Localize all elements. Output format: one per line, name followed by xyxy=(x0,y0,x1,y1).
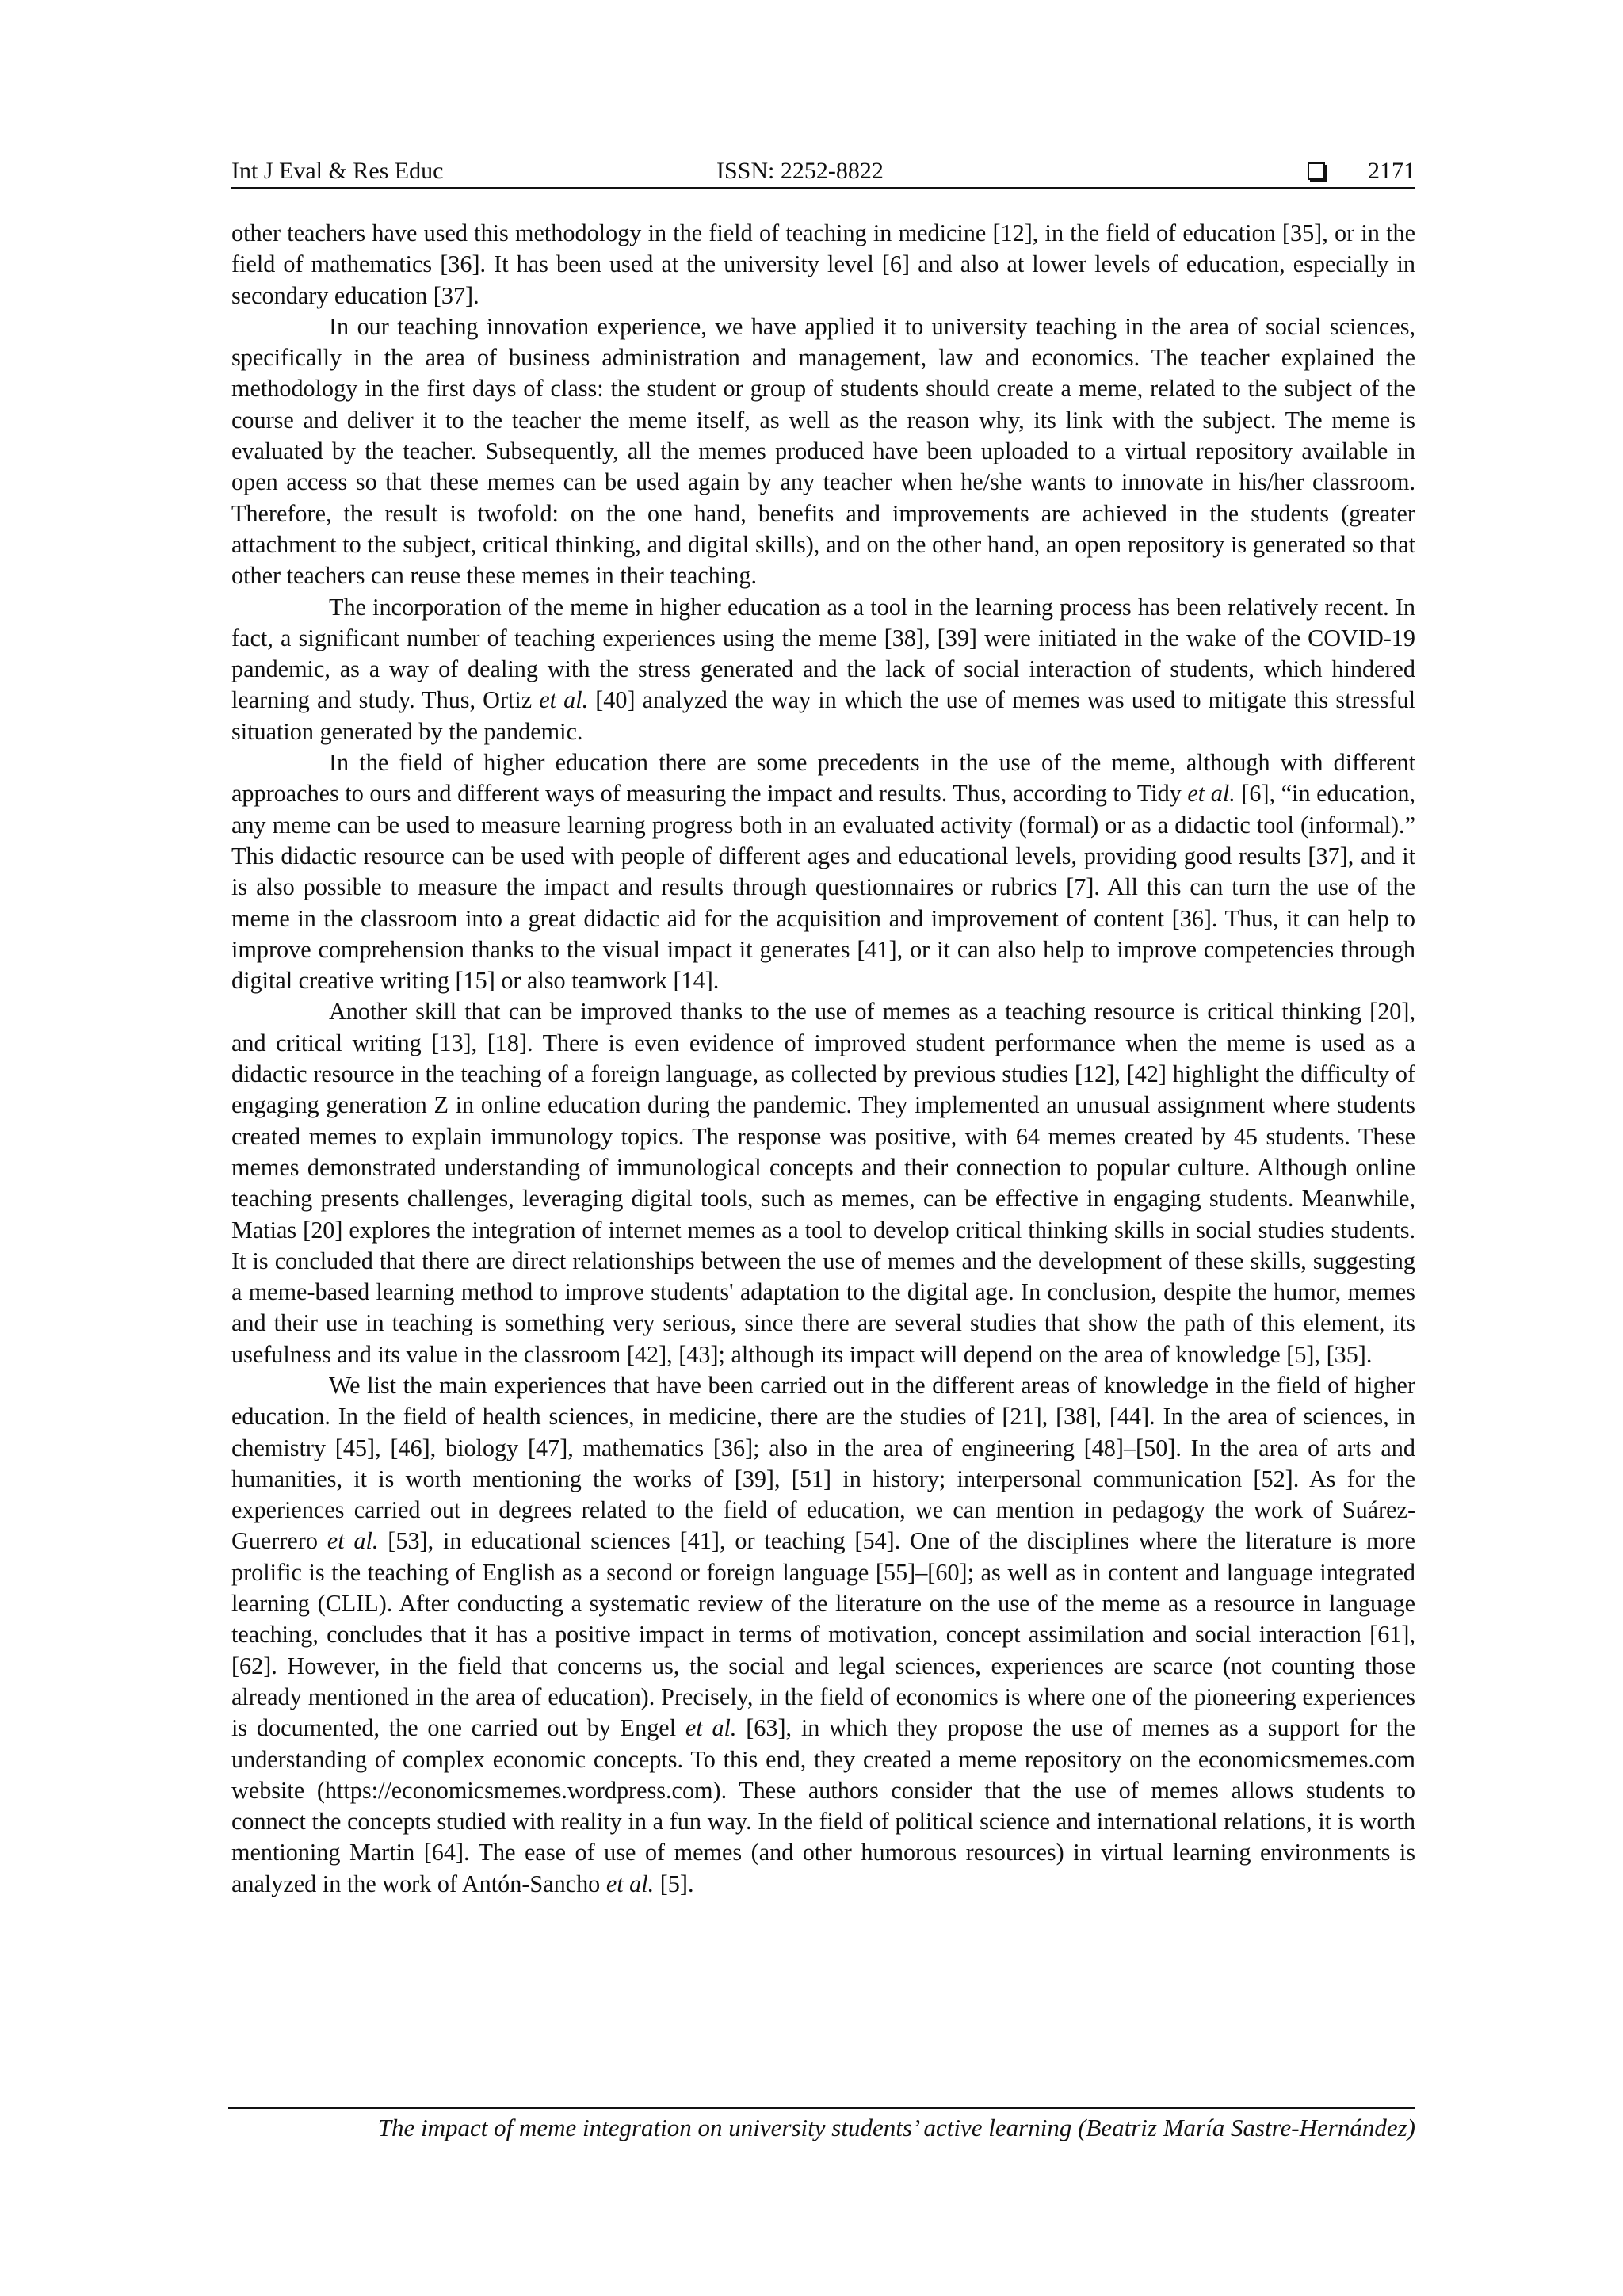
paragraph-text: The incorporation of the meme in higher education as a tool in the learning process has been relatively recent. In fact, a significant number of teaching experiences using the meme [38], [39] were initiated in the wake of the COVID-19 pandemic, as a way of dealing with the stress generated and the lack of social interaction of students, which hindered learning and study. Thus, Ortiz xyxy=(231,593,1415,714)
italic-text: et al. xyxy=(539,686,589,714)
paragraph-text: [63], in which they propose the use of memes as a support for the understanding of complex economic concepts. To this end, they created a meme repository on the economicsmemes.com website (https://economicsmemes.wordpress.com). These authors consider that the use of memes allows students to connect the concepts studied with reality in a fun way. In the field of political science and international relations, it is worth mentioning Martin [64]. The ease of use of memes (and other humorous resources) in virtual learning environments is analyzed in the work of Antón-Sancho xyxy=(231,1714,1415,1897)
issn-number: ISSN: 2252-8822 xyxy=(716,158,884,184)
body-paragraph xyxy=(231,311,1415,592)
page-header xyxy=(231,155,1415,187)
paragraph-text: Another skill that can be improved thanks to the use of memes as a teaching resource is critical thinking [20], and critical writing [13], [18]. There is even evidence of improved student performance when the meme is used as a didactic resource in the teaching of a foreign language, as collected by previous studies [12], [42] highlight the difficulty of engaging generation Z in online education during the pandemic. They implemented an unusual assignment where students created memes to explain immunology topics. The response was positive, with 64 memes created by 45 students. These memes demonstrated understanding of immunological concepts and their connection to popular culture. Although online teaching presents challenges, leveraging digital tools, such as memes, can be effective in engaging students. Meanwhile, Matias [20] explores the integration of internet memes as a tool to develop critical thinking skills in social studies students. It is concluded that there are direct relationships between the use of memes and the development of these skills, suggesting a meme-based learning method to improve students' adaptation to the digital age. In conclusion, despite the humor, memes and their use in teaching is something very serious, since there are several studies that show the path of this element, its usefulness and its value in the classroom [42], [43]; although its impact will depend on the area of knowledge [5], [35]. xyxy=(231,998,1415,1368)
page-number: 2171 xyxy=(1368,158,1415,184)
square-box-icon xyxy=(1308,162,1325,180)
italic-text: et al. xyxy=(1187,780,1235,808)
body-paragraph xyxy=(231,996,1415,1370)
footer-divider xyxy=(228,2107,1415,2109)
body-paragraph xyxy=(231,218,1415,311)
body-paragraph xyxy=(231,592,1415,747)
paragraph-text: In our teaching innovation experience, we have applied it to university teaching in the area of social sciences, specifically in the area of business administration and management, law and economics. The teacher explained the methodology in the first days of class: the student or group of students should create a meme, related to the subject of the course and deliver it to the teacher the meme itself, as well as the reason why, its link with the subject. The meme is evaluated by the teacher. Subsequently, all the memes produced have been uploaded to a virtual repository available in open access so that these memes can be used again by any teacher when he/she wants to innovate in his/her classroom. Therefore, the result is twofold: on the one hand, benefits and improvements are achieved in the students (greater attachment to the subject, critical thinking, and digital skills), and on the other hand, an open repository is generated so that other teachers can reuse these memes in their teaching. xyxy=(231,312,1415,590)
paragraph-text: other teachers have used this methodology in the field of teaching in medicine [12], in the field of education [35], or in the field of mathematics [36]. It has been used at the university level [6] and also at lower levels of education, especially in secondary education [37]. xyxy=(231,220,1415,309)
body-paragraph xyxy=(231,1370,1415,1900)
paragraph-text: In the field of higher education there are some precedents in the use of the meme, although with different approaches to ours and different ways of measuring the impact and results. Thus, according to Tidy xyxy=(231,749,1415,808)
italic-text: et al. xyxy=(327,1527,379,1555)
body-paragraph xyxy=(231,747,1415,996)
paragraph-text: [5]. xyxy=(654,1870,694,1897)
paragraph-text: [53], in educational sciences [41], or teaching [54]. One of the disciplines where the literature is more prolific is the teaching of English as a second or foreign language [55]–[60]; as well as in content and language integrated learning (CLIL). After conducting a systematic review of the literature on the use of the meme as a resource in language teaching, concludes that it has a positive impact in terms of motivation, concept assimilation and social interaction [61], [62]. However, in the field that concerns us, the social and legal sciences, experiences are scarce (not counting those already mentioned in the area of education). Precisely, in the field of economics is where one of the pioneering experiences is documented, the one carried out by Engel xyxy=(231,1527,1415,1742)
italic-text: et al. xyxy=(605,1870,655,1897)
paragraph-text: [40] analyzed the way in which the use of memes was used to mitigate this stressful situation generated by the pandemic. xyxy=(231,686,1415,745)
page-number-group xyxy=(1308,155,1415,187)
journal-name: Int J Eval & Res Educ xyxy=(231,158,444,184)
running-footer: The impact of meme integration on university students’ active learning (Beatriz María Sastre-Hernández) xyxy=(377,2114,1415,2141)
body-text xyxy=(231,218,1415,1900)
paragraph-text: We list the main experiences that have been carried out in the different areas of knowledge in the field of higher education. In the field of health sciences, in medicine, there are the studies of [21], [38], [44]. In the area of sciences, in chemistry [45], [46], biology [47], mathematics [36]; also in the area of engineering [48]–[50]. In the area of arts and humanities, it is worth mentioning the works of [39], [51] in history; interpersonal communication [52]. As for the experiences carried out in degrees related to the field of education, we can mention in pedagogy the work of Suárez-Guerrero xyxy=(231,1371,1415,1555)
italic-text: et al. xyxy=(685,1714,737,1742)
header-divider xyxy=(231,187,1415,189)
paragraph-text: [6], “in education, any meme can be used to measure learning progress both in an evaluated activity (formal) or as a didactic tool (informal).” This didactic resource can be used with people of different ages and educational levels, providing good results [37], and it is also possible to measure the impact and results through questionnaires or rubrics [7]. All this can turn the use of the meme in the classroom into a great didactic aid for the acquisition and improvement of content [36]. Thus, it can help to improve comprehension thanks to the visual impact it generates [41], or it can also help to improve competencies through digital creative writing [15] or also teamwork [14]. xyxy=(231,780,1415,995)
